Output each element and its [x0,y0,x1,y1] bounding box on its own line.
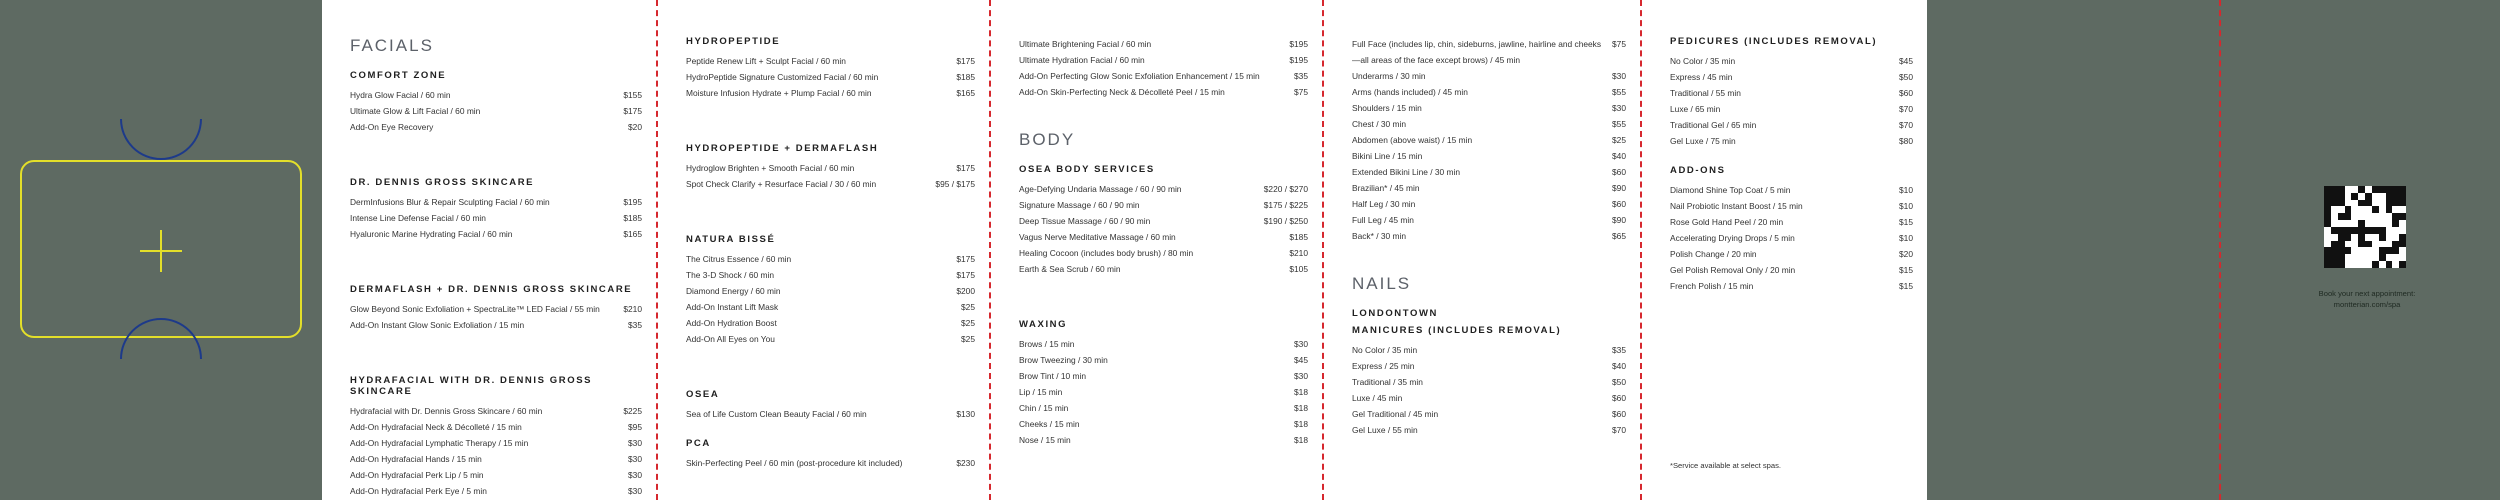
menu-item [1352,132,1626,148]
menu-sheet [322,0,1927,500]
menu-item-name: Chest / 30 min [1352,119,1406,129]
menu-item-name: Bikini Line / 15 min [1352,151,1423,161]
menu-item-name: No Color / 35 min [1352,345,1418,355]
menu-item [1019,400,1308,416]
menu-item-price: $155 [623,90,642,100]
menu-item-price: $10 [1899,185,1913,195]
menu-group-title: WAXING [1019,319,1068,330]
menu-group [686,389,975,422]
menu-item-name: Vagus Nerve Meditative Massage / 60 min [1019,232,1176,242]
menu-item [350,317,642,333]
menu-item-name: Add-On Eye Recovery [350,122,434,132]
menu-item-name: Full Face (includes lip, chin, sideburns, jawline, hairline and cheeks—all areas of the face except brows) / 45 min [1352,39,1602,65]
menu-item [1670,101,1913,117]
menu-group [1019,164,1308,277]
menu-item-name: Nail Probiotic Instant Boost / 15 min [1670,201,1803,211]
menu-item [350,119,642,135]
menu-group-title: COMFORT ZONE [350,70,447,81]
menu-item [686,251,975,267]
menu-item-name: No Color / 35 min [1670,56,1736,66]
menu-item-price: $95 / $175 [935,179,975,189]
pedicure-groups [1670,36,1913,294]
menu-item [1352,68,1626,84]
menu-item [686,455,975,471]
menu-group-title: PEDICURES (INCLUDES REMOVAL) [1670,36,1878,47]
menu-item [350,87,642,103]
menu-item [1019,52,1308,68]
menu-column-facials [322,0,656,500]
menu-item-price: $25 [961,334,975,344]
menu-item-name: Hydra Glow Facial / 60 min [350,90,451,100]
menu-item-price: $60 [1612,167,1626,177]
menu-item-name: Traditional / 35 min [1352,377,1423,387]
menu-item [1019,432,1308,448]
menu-item-price: $25 [961,302,975,312]
menu-item-name: Shoulders / 15 min [1352,103,1422,113]
menu-item [1352,180,1626,196]
menu-item-price: $15 [1899,281,1913,291]
menu-item-price: $130 [956,409,975,419]
menu-item-name: Lip / 15 min [1019,387,1063,397]
menu-group [1352,325,1626,438]
menu-item [1670,214,1913,230]
menu-item-name: Traditional / 55 min [1670,88,1741,98]
menu-item-name: Ultimate Glow & Lift Facial / 60 min [350,106,481,116]
menu-item-name: Brazilian* / 45 min [1352,183,1420,193]
menu-item [350,403,642,419]
menu-item-price: $60 [1612,393,1626,403]
menu-item-name: Add-On Skin-Perfecting Neck & Décolleté Peel / 15 min [1019,87,1225,97]
menu-group-title: DERMAFLASH + DR. DENNIS GROSS SKINCARE [350,284,633,295]
menu-item [686,406,975,422]
facial-continued-list [1019,36,1308,100]
menu-item-price: $25 [1612,135,1626,145]
menu-item [1019,261,1308,277]
menu-item [1352,342,1626,358]
menu-item-price: $175 [623,106,642,116]
menu-item-name: Chin / 15 min [1019,403,1069,413]
menu-group [350,70,642,135]
menu-item-name: Underarms / 30 min [1352,71,1426,81]
menu-item [1019,245,1308,261]
menu-item-name: Hydrafacial with Dr. Dennis Gross Skincare / 60 min [350,406,543,416]
menu-item-name: Brow Tweezing / 30 min [1019,355,1108,365]
menu-item-name: Age-Defying Undaria Massage / 60 / 90 min [1019,184,1182,194]
menu-item-price: $175 [956,56,975,66]
menu-item-price: $18 [1294,403,1308,413]
menu-item-price: $195 [1289,39,1308,49]
menu-item-name: Spot Check Clarify + Resurface Facial / 30 / 60 min [686,179,877,189]
menu-item-name: Moisture Infusion Hydrate + Plump Facial / 60 min [686,88,872,98]
nails-brand: LONDONTOWN [1352,308,1439,319]
menu-group [1670,165,1913,294]
menu-item [1670,246,1913,262]
menu-item [1670,182,1913,198]
menu-item-name: Brow Tint / 10 min [1019,371,1087,381]
menu-item-name: Add-On Hydrafacial Hands / 15 min [350,454,482,464]
menu-item [1670,133,1913,149]
fold-line [2219,0,2221,500]
menu-group [686,438,975,471]
menu-item [350,419,642,435]
menu-item-price: $25 [961,318,975,328]
menu-item [686,315,975,331]
menu-item [350,435,642,451]
menu-item-price: $55 [1612,87,1626,97]
menu-item [686,331,975,347]
section-title-nails: NAILS [1352,274,1412,293]
menu-item-price: $195 [623,197,642,207]
column-2-groups [686,36,975,471]
menu-item-name: Add-On Instant Lift Mask [686,302,779,312]
menu-item-price: $30 [1612,103,1626,113]
menu-item [1019,368,1308,384]
menu-item-name: Half Leg / 30 min [1352,199,1416,209]
menu-item [1352,196,1626,212]
menu-item-price: $30 [1612,71,1626,81]
menu-group-title: ADD-ONS [1670,165,1726,176]
menu-item-price: $230 [956,458,975,468]
menu-item [1670,117,1913,133]
menu-item-price: $60 [1899,88,1913,98]
menu-item-name: Diamond Shine Top Coat / 5 min [1670,185,1791,195]
menu-item-price: $165 [623,229,642,239]
menu-item-name: Express / 45 min [1670,72,1733,82]
menu-item [1019,36,1308,52]
menu-item [1670,262,1913,278]
menu-item-price: $105 [1289,264,1308,274]
menu-group [686,234,975,347]
booking-caption [2312,288,2422,310]
menu-item-name: Hydroglow Brighten + Smooth Facial / 60 min [686,163,855,173]
menu-item-name: Polish Change / 20 min [1670,249,1757,259]
menu-item-name: French Polish / 15 min [1670,281,1754,291]
menu-item-name: Accelerating Drying Drops / 5 min [1670,233,1795,243]
menu-item-price: $15 [1899,217,1913,227]
menu-column-2 [656,0,989,500]
menu-item-name: Add-On All Eyes on You [686,334,775,344]
menu-group [686,36,975,101]
menu-group-title: DR. DENNIS GROSS SKINCARE [350,177,535,188]
cover-panel [0,0,322,500]
menu-item-price: $18 [1294,419,1308,429]
menu-item-price: $70 [1612,425,1626,435]
back-panel [1927,0,2500,500]
menu-item-name: The Citrus Essence / 60 min [686,254,792,264]
menu-item [350,301,642,317]
menu-group [686,143,975,192]
menu-item [1019,213,1308,229]
menu-item [686,85,975,101]
menu-item-name: Gel Luxe / 55 min [1352,425,1418,435]
menu-item-price: $15 [1899,265,1913,275]
footnote: *Service available at select spas. [1670,461,1782,470]
menu-item-price: $210 [1289,248,1308,258]
menu-item-price: $40 [1612,151,1626,161]
menu-item [686,69,975,85]
menu-item [1352,406,1626,422]
menu-item-price: $55 [1612,119,1626,129]
menu-item-name: Healing Cocoon (includes body brush) / 80 min [1019,248,1194,258]
menu-item-price: $18 [1294,387,1308,397]
menu-group [350,375,642,499]
menu-item [350,226,642,242]
menu-item [1352,36,1626,68]
menu-item-name: Skin-Perfecting Peel / 60 min (post-procedure kit included) [686,458,903,468]
menu-item-name: Cheeks / 15 min [1019,419,1080,429]
menu-item-name: The 3-D Shock / 60 min [686,270,774,280]
menu-item-price: $185 [623,213,642,223]
menu-item-price: $185 [956,72,975,82]
menu-column-body [989,0,1322,500]
waxing-continued-list [1352,36,1626,244]
menu-group-title: NATURA BISSÉ [686,234,776,245]
menu-item [350,467,642,483]
menu-item-price: $175 [956,270,975,280]
menu-item-price: $10 [1899,233,1913,243]
menu-item-name: Glow Beyond Sonic Exfoliation + SpectraLite™ LED Facial / 55 min [350,304,600,314]
menu-item-price: $30 [628,470,642,480]
menu-item-name: Add-On Hydration Boost [686,318,777,328]
menu-item-price: $70 [1899,104,1913,114]
menu-item-price: $10 [1899,201,1913,211]
menu-item [350,194,642,210]
body-groups [1019,164,1308,448]
menu-group-title: HYDRAFACIAL WITH DR. DENNIS GROSS SKINCARE [350,375,593,397]
menu-item-price: $90 [1612,215,1626,225]
menu-item-name: Nose / 15 min [1019,435,1071,445]
menu-item [1352,164,1626,180]
menu-item [1019,384,1308,400]
menu-item-price: $60 [1612,409,1626,419]
menu-item-name: Express / 25 min [1352,361,1415,371]
menu-item-price: $20 [628,122,642,132]
menu-item-price: $40 [1612,361,1626,371]
menu-item [1670,85,1913,101]
menu-item-name: Ultimate Brightening Facial / 60 min [1019,39,1152,49]
menu-item [1352,374,1626,390]
menu-item-name: Add-On Hydrafacial Perk Lip / 5 min [350,470,484,480]
menu-item-price: $30 [1294,371,1308,381]
menu-item [1019,352,1308,368]
menu-item [1352,212,1626,228]
menu-item-name: Brows / 15 min [1019,339,1075,349]
menu-item-price: $35 [1612,345,1626,355]
menu-item-price: $80 [1899,136,1913,146]
menu-item [686,53,975,69]
booking-caption-line1: Book your next appointment: [2318,289,2416,298]
menu-item-name: Add-On Hydrafacial Perk Eye / 5 min [350,486,487,496]
section-title-facials: FACIALS [350,36,434,55]
menu-item-name: Add-On Hydrafacial Neck & Décolleté / 15 min [350,422,522,432]
menu-group [350,284,642,333]
menu-item [1352,100,1626,116]
menu-item-name: DermInfusions Blur & Repair Sculpting Facial / 60 min [350,197,550,207]
menu-item-price: $175 [956,254,975,264]
menu-item-price: $35 [1294,71,1308,81]
menu-item [1019,229,1308,245]
menu-item [686,160,975,176]
menu-item [1670,69,1913,85]
menu-item-price: $195 [1289,55,1308,65]
logo-arc-top-icon [120,78,202,160]
menu-item-name: Extended Bikini Line / 30 min [1352,167,1461,177]
menu-item [350,451,642,467]
menu-item [1670,198,1913,214]
menu-column-nails [1322,0,1640,500]
menu-item-name: Signature Massage / 60 / 90 min [1019,200,1140,210]
qr-code-icon[interactable] [2324,186,2406,268]
menu-item-price: $50 [1612,377,1626,387]
menu-group-title: PCA [686,438,711,449]
menu-item [686,267,975,283]
booking-caption-link[interactable]: montterian.com/spa [2333,300,2401,309]
menu-item-price: $65 [1612,231,1626,241]
nails-groups [1352,325,1626,438]
menu-item-name: Deep Tissue Massage / 60 / 90 min [1019,216,1151,226]
menu-item [350,210,642,226]
menu-item-name: HydroPeptide Signature Customized Facial / 60 min [686,72,879,82]
menu-item-price: $20 [1899,249,1913,259]
menu-item-price: $30 [628,454,642,464]
menu-item-price: $175 [956,163,975,173]
menu-group [350,177,642,242]
menu-item [1352,84,1626,100]
plus-icon-vertical [160,230,162,272]
menu-item [350,483,642,499]
menu-item-name: Gel Traditional / 45 min [1352,409,1439,419]
menu-item-price: $190 / $250 [1263,216,1308,226]
menu-item [1670,53,1913,69]
menu-item [1352,228,1626,244]
menu-item-price: $165 [956,88,975,98]
menu-item-name: Luxe / 45 min [1352,393,1403,403]
menu-column-pedicures [1640,0,1927,500]
menu-item-price: $90 [1612,183,1626,193]
menu-item-name: Traditional Gel / 65 min [1670,120,1757,130]
logo-arc-bottom-icon [120,318,202,400]
menu-group-title: OSEA [686,389,720,400]
menu-item [1352,116,1626,132]
menu-group-title: MANICURES (INCLUDES REMOVAL) [1352,325,1562,336]
menu-item-name: Intense Line Defense Facial / 60 min [350,213,486,223]
menu-group [1670,36,1913,149]
menu-group-title: HYDROPEPTIDE + DERMAFLASH [686,143,879,154]
menu-item [1019,336,1308,352]
menu-item [1019,68,1308,84]
menu-item-price: $95 [628,422,642,432]
menu-item [686,283,975,299]
menu-item-name: Gel Luxe / 75 min [1670,136,1736,146]
menu-item [1019,181,1308,197]
menu-item-price: $30 [628,486,642,496]
menu-item-price: $50 [1899,72,1913,82]
menu-item-price: $18 [1294,435,1308,445]
menu-item-price: $210 [623,304,642,314]
menu-item-price: $45 [1899,56,1913,66]
menu-item [1019,197,1308,213]
menu-item [1670,278,1913,294]
menu-item [1019,416,1308,432]
menu-item-name: Add-On Instant Glow Sonic Exfoliation / 15 min [350,320,525,330]
menu-item-name: Full Leg / 45 min [1352,215,1414,225]
menu-item [686,299,975,315]
menu-item [1019,84,1308,100]
menu-item-name: Sea of Life Custom Clean Beauty Facial / 60 min [686,409,867,419]
menu-item-name: Ultimate Hydration Facial / 60 min [1019,55,1145,65]
menu-item [1670,230,1913,246]
menu-item-price: $30 [1294,339,1308,349]
menu-item-name: Abdomen (above waist) / 15 min [1352,135,1473,145]
menu-group-title: OSEA BODY SERVICES [1019,164,1155,175]
section-title-body: BODY [1019,130,1076,149]
menu-item-price: $30 [628,438,642,448]
menu-item [1352,422,1626,438]
menu-item-name: Luxe / 65 min [1670,104,1721,114]
menu-item-name: Earth & Sea Scrub / 60 min [1019,264,1121,274]
menu-item-name: Back* / 30 min [1352,231,1406,241]
menu-item [1352,358,1626,374]
menu-item-name: Add-On Hydrafacial Lymphatic Therapy / 15 min [350,438,529,448]
menu-item-price: $75 [1294,87,1308,97]
menu-item-price: $45 [1294,355,1308,365]
menu-item-price: $200 [956,286,975,296]
menu-item [1352,390,1626,406]
menu-item [686,176,975,192]
menu-item-price: $70 [1899,120,1913,130]
menu-item-name: Add-On Perfecting Glow Sonic Exfoliation Enhancement / 15 min [1019,71,1260,81]
menu-item-price: $175 / $225 [1263,200,1308,210]
menu-item-name: Hyaluronic Marine Hydrating Facial / 60 min [350,229,513,239]
menu-item-price: $185 [1289,232,1308,242]
menu-group-title: HYDROPEPTIDE [686,36,781,47]
menu-item-name: Gel Polish Removal Only / 20 min [1670,265,1796,275]
menu-item [1352,148,1626,164]
menu-item-price: $60 [1612,199,1626,209]
menu-item-name: Diamond Energy / 60 min [686,286,781,296]
menu-item-price: $35 [628,320,642,330]
facials-groups [350,70,642,499]
menu-item-price: $75 [1612,39,1626,49]
menu-item [350,103,642,119]
menu-item-price: $225 [623,406,642,416]
menu-item-name: Arms (hands included) / 45 min [1352,87,1468,97]
menu-item-name: Rose Gold Hand Peel / 20 min [1670,217,1784,227]
menu-group [1019,319,1308,448]
menu-item-name: Peptide Renew Lift + Sculpt Facial / 60 min [686,56,846,66]
menu-item-price: $220 / $270 [1263,184,1308,194]
